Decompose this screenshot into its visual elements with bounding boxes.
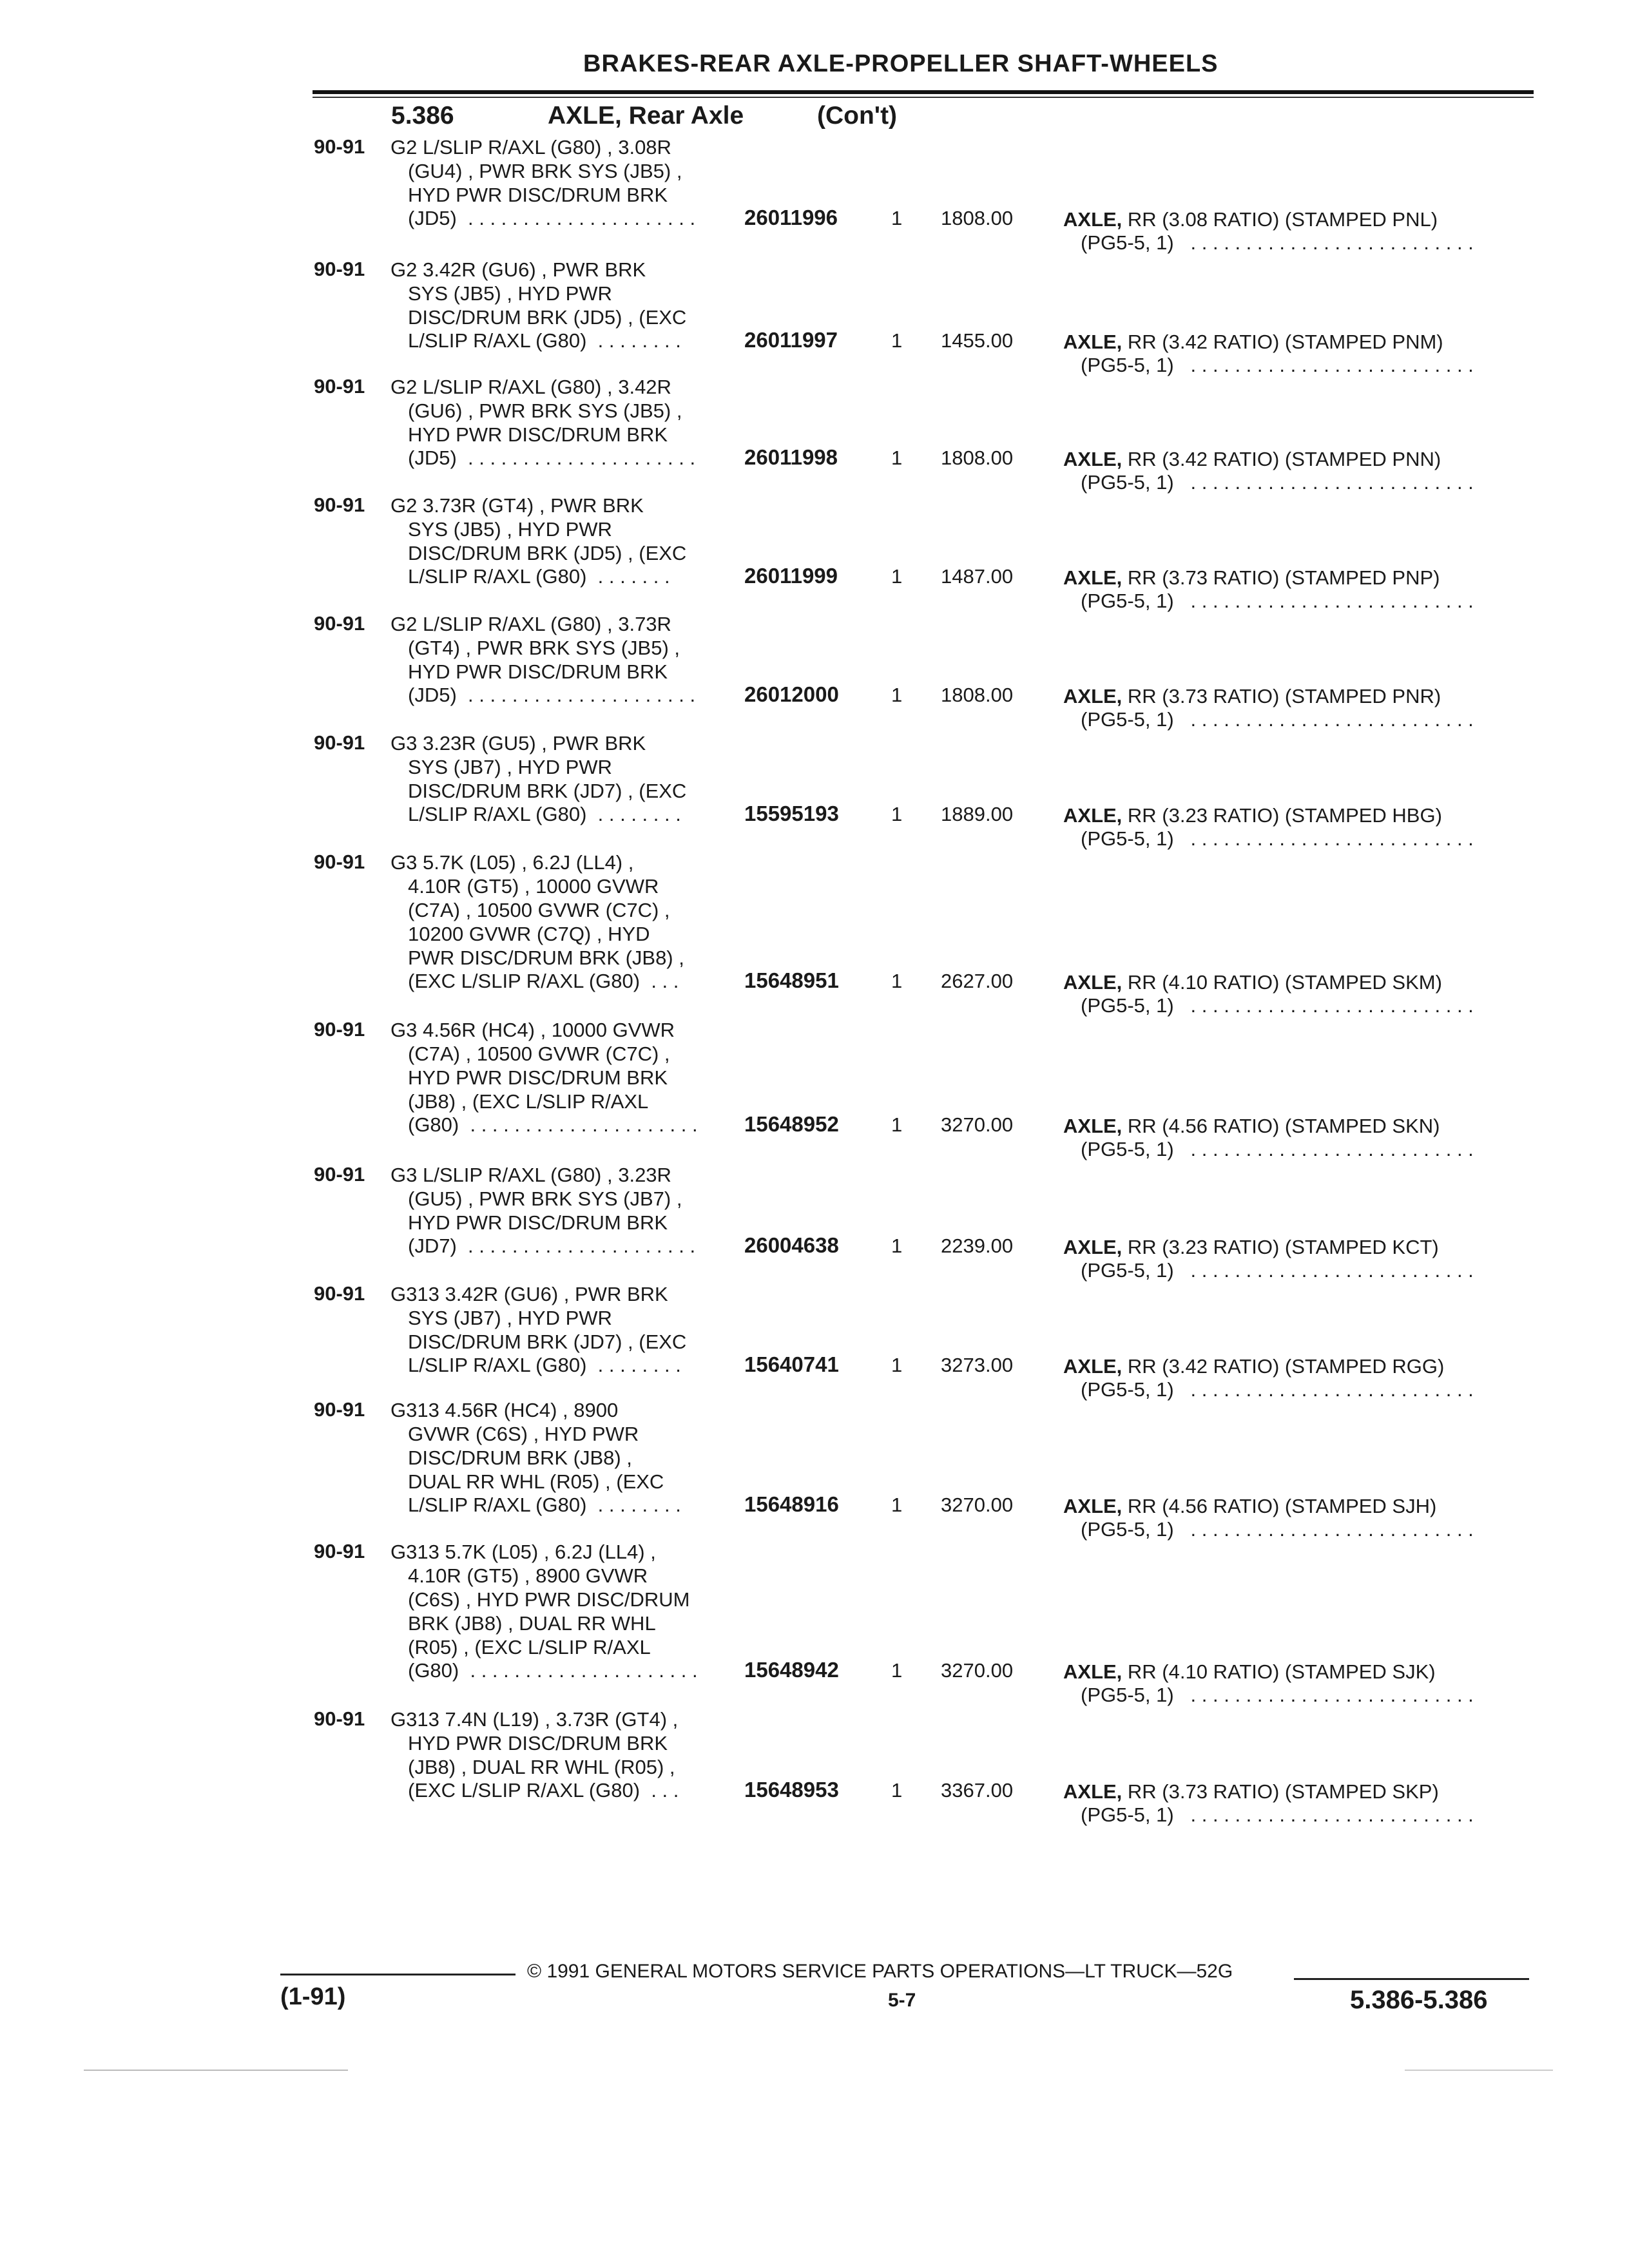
description-line: G2 L/SLIP R/AXL (G80) , 3.08R (390, 136, 671, 159)
footer-page-number: 5-7 (888, 1990, 916, 2011)
part-name (1063, 1495, 1436, 1518)
part-name-detail: RR (4.10 RATIO) (STAMPED SJK) (1122, 1660, 1436, 1683)
description-last-line: (EXC L/SLIP R/AXL (G80) . . . (408, 1779, 679, 1802)
description-line: HYD PWR DISC/DRUM BRK (408, 184, 668, 206)
part-name (1063, 208, 1438, 231)
description-last-line: L/SLIP R/AXL (G80) . . . . . . . . (408, 1494, 681, 1516)
description-line: DISC/DRUM BRK (JD5) , (EXC (408, 306, 687, 329)
description-line: 4.10R (GT5) , 10000 GVWR (408, 875, 659, 898)
usage-description (390, 135, 682, 207)
part-name-detail: RR (3.73 RATIO) (STAMPED PNP) (1122, 566, 1440, 589)
footer-section-range: 5.386-5.386 (1350, 1986, 1488, 2014)
price: 1808.00 (941, 684, 1014, 706)
part-name-bold: AXLE, (1063, 1355, 1123, 1378)
description-line: G2 3.42R (GU6) , PWR BRK (390, 258, 646, 281)
part-number: 26011999 (744, 564, 838, 588)
part-name-detail: RR (3.23 RATIO) (STAMPED HBG) (1122, 804, 1442, 827)
header-rule (313, 90, 1534, 94)
price: 3270.00 (941, 1494, 1014, 1516)
part-name-bold: AXLE, (1063, 448, 1123, 470)
part-name (1063, 566, 1440, 590)
description-line: 4.10R (GT5) , 8900 GVWR (408, 1564, 648, 1587)
part-name-detail: RR (3.42 RATIO) (STAMPED PNN) (1122, 448, 1441, 470)
part-number: 15648942 (744, 1658, 839, 1682)
description-line: G313 5.7K (L05) , 6.2J (LL4) , (390, 1541, 656, 1563)
part-name (1063, 448, 1441, 471)
description-line: SYS (JB7) , HYD PWR (408, 756, 612, 778)
scan-artifact-line (1405, 2070, 1553, 2071)
quantity: 1 (891, 1354, 903, 1376)
model-year: 90-91 (314, 1018, 365, 1041)
price: 1808.00 (941, 207, 1014, 229)
footer-rule-left (280, 1974, 516, 1975)
part-name (1063, 1236, 1439, 1259)
part-number: 15648953 (744, 1778, 839, 1802)
description-line: (GU6) , PWR BRK SYS (JB5) , (408, 399, 682, 422)
description-line: SYS (JB5) , HYD PWR (408, 282, 612, 305)
description-line: HYD PWR DISC/DRUM BRK (408, 423, 668, 446)
part-number: 15648951 (744, 968, 839, 992)
description-last-line: (EXC L/SLIP R/AXL (G80) . . . (408, 970, 679, 992)
part-number: 15648916 (744, 1492, 839, 1516)
part-number: 26011998 (744, 445, 838, 469)
description-last-line: (JD7) . . . . . . . . . . . . . . . . . . . . . (408, 1235, 696, 1257)
description-line: HYD PWR DISC/DRUM BRK (408, 660, 668, 683)
part-name-detail: RR (3.42 RATIO) (STAMPED PNM) (1122, 331, 1443, 353)
usage-description (390, 850, 684, 970)
quantity: 1 (891, 207, 903, 229)
usage-description (390, 494, 686, 565)
part-name-detail: RR (4.56 RATIO) (STAMPED SJH) (1122, 1495, 1437, 1517)
model-year: 90-91 (314, 258, 365, 280)
section-title: AXLE, Rear Axle (548, 102, 744, 130)
description-last-line: L/SLIP R/AXL (G80) . . . . . . . . (408, 1354, 681, 1376)
description-line: BRK (JB8) , DUAL RR WHL (408, 1612, 656, 1635)
price: 2627.00 (941, 970, 1014, 992)
part-name-bold: AXLE, (1063, 208, 1123, 231)
part-name (1063, 1780, 1439, 1803)
model-year: 90-91 (314, 612, 365, 635)
usage-description (390, 731, 686, 803)
price: 1889.00 (941, 803, 1014, 825)
description-line: G2 L/SLIP R/AXL (G80) , 3.42R (390, 376, 671, 398)
description-line: (C7A) , 10500 GVWR (C7C) , (408, 899, 670, 921)
part-number: 26004638 (744, 1233, 839, 1257)
description-line: G2 3.73R (GT4) , PWR BRK (390, 494, 644, 517)
model-year: 90-91 (314, 1398, 365, 1421)
footer-copyright: © 1991 GENERAL MOTORS SERVICE PARTS OPERATIONS—LT TRUCK—52G (527, 1961, 1233, 1982)
model-year: 90-91 (314, 494, 365, 516)
description-line: PWR DISC/DRUM BRK (JB8) , (408, 947, 684, 969)
part-name (1063, 1115, 1440, 1138)
illustration-reference: (PG5-5, 1) . . . . . . . . . . . . . . . . . . . . . . . . . . (1081, 1378, 1474, 1401)
part-name-detail: RR (3.73 RATIO) (STAMPED PNR) (1122, 685, 1441, 707)
price: 1455.00 (941, 329, 1014, 352)
description-line: HYD PWR DISC/DRUM BRK (408, 1066, 668, 1089)
description-line: DUAL RR WHL (R05) , (EXC (408, 1470, 664, 1493)
part-name-detail: RR (4.56 RATIO) (STAMPED SKN) (1122, 1115, 1440, 1137)
usage-description (390, 1540, 689, 1659)
description-line: G313 4.56R (HC4) , 8900 (390, 1399, 619, 1421)
description-line: SYS (JB5) , HYD PWR (408, 518, 612, 541)
illustration-reference: (PG5-5, 1) . . . . . . . . . . . . . . . . . . . . . . . . . . (1081, 590, 1474, 612)
description-line: G3 L/SLIP R/AXL (G80) , 3.23R (390, 1164, 671, 1186)
footer-rule-right (1294, 1978, 1529, 1980)
part-name (1063, 804, 1442, 827)
model-year: 90-91 (314, 135, 365, 158)
usage-description (390, 1707, 678, 1779)
description-line: GVWR (C6S) , HYD PWR (408, 1423, 639, 1445)
usage-description (390, 1018, 675, 1113)
part-name-bold: AXLE, (1063, 1660, 1123, 1683)
description-line: G313 3.42R (GU6) , PWR BRK (390, 1283, 668, 1305)
quantity: 1 (891, 329, 903, 352)
quantity: 1 (891, 1235, 903, 1257)
part-name-detail: RR (3.08 RATIO) (STAMPED PNL) (1122, 208, 1438, 231)
quantity: 1 (891, 1779, 903, 1802)
part-name-bold: AXLE, (1063, 685, 1123, 707)
price: 3273.00 (941, 1354, 1014, 1376)
model-year: 90-91 (314, 1540, 365, 1562)
model-year: 90-91 (314, 375, 365, 398)
part-number: 26011996 (744, 206, 838, 229)
illustration-reference: (PG5-5, 1) . . . . . . . . . . . . . . . . . . . . . . . . . . (1081, 708, 1474, 731)
part-name (1063, 331, 1443, 354)
illustration-reference: (PG5-5, 1) . . . . . . . . . . . . . . . . . . . . . . . . . . (1081, 1684, 1474, 1706)
quantity: 1 (891, 684, 903, 706)
part-name (1063, 1355, 1444, 1378)
price: 3367.00 (941, 1779, 1014, 1802)
description-line: HYD PWR DISC/DRUM BRK (408, 1732, 668, 1754)
part-number: 26012000 (744, 682, 839, 706)
part-name-bold: AXLE, (1063, 566, 1123, 589)
description-line: (GT4) , PWR BRK SYS (JB5) , (408, 637, 680, 659)
description-last-line: L/SLIP R/AXL (G80) . . . . . . . . (408, 329, 681, 352)
description-line: DISC/DRUM BRK (JB8) , (408, 1446, 632, 1469)
usage-description (390, 612, 680, 684)
description-line: G2 L/SLIP R/AXL (G80) , 3.73R (390, 613, 671, 635)
part-name-bold: AXLE, (1063, 804, 1123, 827)
model-year: 90-91 (314, 731, 365, 754)
model-year: 90-91 (314, 850, 365, 873)
model-year: 90-91 (314, 1163, 365, 1186)
section-continued: (Con't) (817, 102, 898, 130)
illustration-reference: (PG5-5, 1) . . . . . . . . . . . . . . . . . . . . . . . . . . (1081, 1259, 1474, 1282)
illustration-reference: (PG5-5, 1) . . . . . . . . . . . . . . . . . . . . . . . . . . (1081, 231, 1474, 254)
section-number: 5.386 (391, 102, 454, 130)
description-last-line: (JD5) . . . . . . . . . . . . . . . . . . . . . (408, 207, 696, 229)
description-line: G3 3.23R (GU5) , PWR BRK (390, 732, 646, 754)
quantity: 1 (891, 1659, 903, 1682)
part-number: 15648952 (744, 1112, 839, 1136)
description-line: 10200 GVWR (C7Q) , HYD (408, 923, 650, 945)
page-header-title: BRAKES-REAR AXLE-PROPELLER SHAFT-WHEELS (583, 50, 1219, 77)
quantity: 1 (891, 447, 903, 469)
description-line: (GU4) , PWR BRK SYS (JB5) , (408, 160, 682, 182)
description-last-line: (G80) . . . . . . . . . . . . . . . . . . . . . (408, 1113, 698, 1136)
description-last-line: (JD5) . . . . . . . . . . . . . . . . . . . . . (408, 684, 696, 706)
description-line: SYS (JB7) , HYD PWR (408, 1307, 612, 1329)
description-line: (GU5) , PWR BRK SYS (JB7) , (408, 1187, 682, 1210)
illustration-reference: (PG5-5, 1) . . . . . . . . . . . . . . . . . . . . . . . . . . (1081, 1138, 1474, 1160)
description-line: (JB8) , DUAL RR WHL (R05) , (408, 1756, 675, 1778)
description-last-line: (JD5) . . . . . . . . . . . . . . . . . . . . . (408, 447, 696, 469)
price: 2239.00 (941, 1235, 1014, 1257)
part-name (1063, 685, 1441, 708)
usage-description (390, 375, 682, 447)
model-year: 90-91 (314, 1707, 365, 1730)
description-line: G313 7.4N (L19) , 3.73R (GT4) , (390, 1708, 679, 1731)
scan-artifact-line (84, 2070, 348, 2071)
description-line: G3 5.7K (L05) , 6.2J (LL4) , (390, 851, 634, 874)
part-name-detail: RR (4.10 RATIO) (STAMPED SKM) (1122, 971, 1442, 994)
illustration-reference: (PG5-5, 1) . . . . . . . . . . . . . . . . . . . . . . . . . . (1081, 354, 1474, 376)
illustration-reference: (PG5-5, 1) . . . . . . . . . . . . . . . . . . . . . . . . . . (1081, 1803, 1474, 1826)
part-name-detail: RR (3.23 RATIO) (STAMPED KCT) (1122, 1236, 1439, 1258)
quantity: 1 (891, 565, 903, 588)
description-last-line: (G80) . . . . . . . . . . . . . . . . . . . . . (408, 1659, 698, 1682)
description-line: HYD PWR DISC/DRUM BRK (408, 1211, 668, 1234)
description-line: DISC/DRUM BRK (JD7) , (EXC (408, 780, 687, 802)
description-line: (JB8) , (EXC L/SLIP R/AXL (408, 1090, 649, 1113)
price: 3270.00 (941, 1113, 1014, 1136)
part-number: 26011997 (744, 328, 838, 352)
part-name-bold: AXLE, (1063, 971, 1123, 994)
description-line: DISC/DRUM BRK (JD7) , (EXC (408, 1331, 687, 1353)
usage-description (390, 1398, 664, 1494)
description-last-line: L/SLIP R/AXL (G80) . . . . . . . . (408, 803, 681, 825)
part-name-detail: RR (3.42 RATIO) (STAMPED RGG) (1122, 1355, 1445, 1378)
usage-description (390, 1163, 682, 1235)
part-name (1063, 1660, 1436, 1684)
description-line: DISC/DRUM BRK (JD5) , (EXC (408, 542, 687, 564)
quantity: 1 (891, 970, 903, 992)
footer-revision: (1-91) (280, 1983, 346, 2010)
price: 1487.00 (941, 565, 1014, 588)
price: 1808.00 (941, 447, 1014, 469)
description-line: (C7A) , 10500 GVWR (C7C) , (408, 1043, 670, 1065)
description-line: (R05) , (EXC L/SLIP R/AXL (408, 1636, 651, 1658)
description-line: G3 4.56R (HC4) , 10000 GVWR (390, 1019, 675, 1041)
description-line: (C6S) , HYD PWR DISC/DRUM (408, 1588, 690, 1611)
part-name-bold: AXLE, (1063, 1236, 1123, 1258)
part-name-bold: AXLE, (1063, 1780, 1123, 1803)
part-name-bold: AXLE, (1063, 1115, 1123, 1137)
quantity: 1 (891, 803, 903, 825)
usage-description (390, 1282, 686, 1354)
part-number: 15640741 (744, 1352, 839, 1376)
part-name-detail: RR (3.73 RATIO) (STAMPED SKP) (1122, 1780, 1439, 1803)
illustration-reference: (PG5-5, 1) . . . . . . . . . . . . . . . . . . . . . . . . . . (1081, 994, 1474, 1017)
description-last-line: L/SLIP R/AXL (G80) . . . . . . . (408, 565, 670, 588)
part-name-bold: AXLE, (1063, 1495, 1123, 1517)
illustration-reference: (PG5-5, 1) . . . . . . . . . . . . . . . . . . . . . . . . . . (1081, 1518, 1474, 1541)
illustration-reference: (PG5-5, 1) . . . . . . . . . . . . . . . . . . . . . . . . . . (1081, 827, 1474, 850)
part-number: 15595193 (744, 802, 839, 825)
part-name-bold: AXLE, (1063, 331, 1123, 353)
illustration-reference: (PG5-5, 1) . . . . . . . . . . . . . . . . . . . . . . . . . . (1081, 471, 1474, 494)
quantity: 1 (891, 1494, 903, 1516)
price: 3270.00 (941, 1659, 1014, 1682)
header-rule-thin (313, 97, 1534, 98)
model-year: 90-91 (314, 1282, 365, 1305)
usage-description (390, 258, 686, 329)
part-name (1063, 971, 1442, 994)
quantity: 1 (891, 1113, 903, 1136)
